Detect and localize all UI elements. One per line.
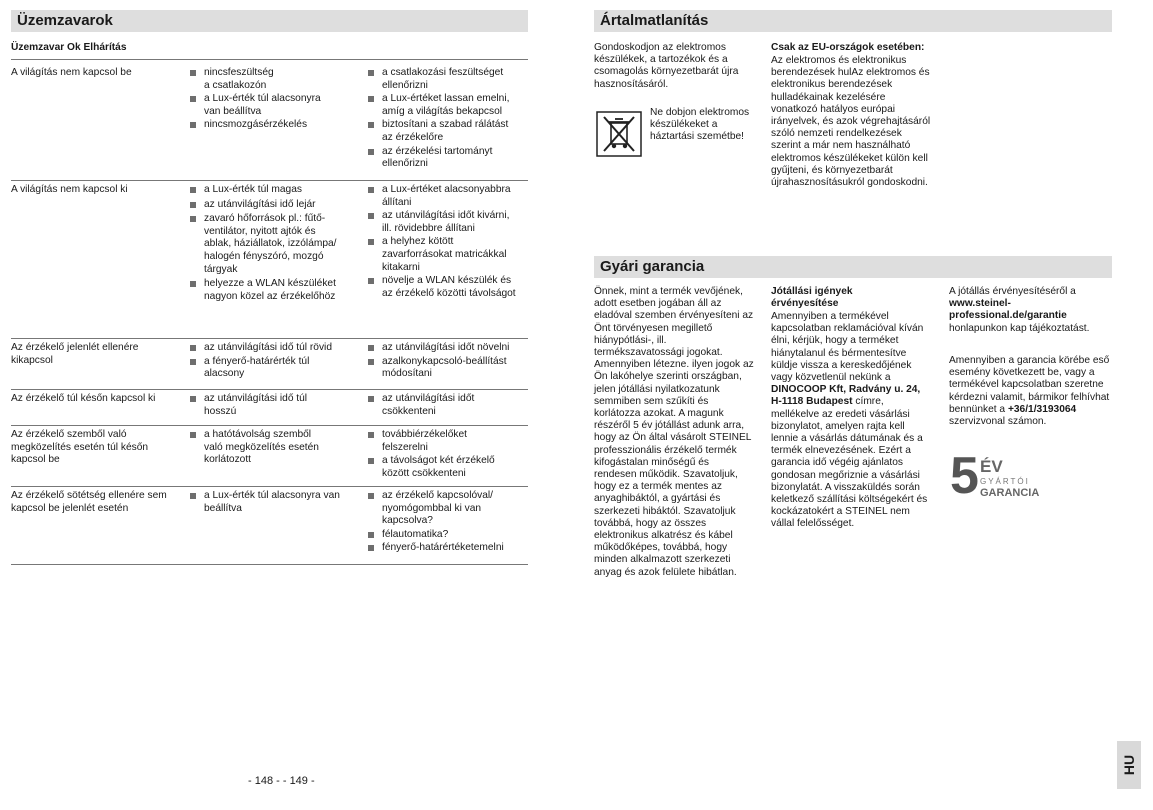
troubleshooting-column-header: Üzemzavar Ok Elhárítás <box>11 42 127 53</box>
cause-item-line: ventilátor, nyitott ajtók és <box>204 225 316 237</box>
cause-item-line: való megközelítés esetén <box>204 441 319 453</box>
row-divider <box>11 338 528 339</box>
cause-item <box>189 213 354 276</box>
remedy-item-line: a távolságot két érzékelő <box>382 455 495 467</box>
remedy-item-line: módosítani <box>382 368 432 380</box>
cause-item-line: az utánvilágítási idő lejár <box>204 198 316 210</box>
remedy-item-line: felszerelni <box>382 441 428 453</box>
cause-item-line: nagyon közel az érzékelőhöz <box>204 290 336 302</box>
remedy-item-line: amíg a világítás bekapcsol <box>382 105 503 117</box>
service-phone-number: +36/1/3193064 <box>1007 403 1077 415</box>
remedy-item-line: az utánvilágítási időt kivárni, <box>382 210 510 222</box>
remedy-item-line: kitakarni <box>382 261 420 273</box>
page-numbers: - 148 - - 149 - <box>248 775 315 787</box>
fault-description: Az érzékelő sötétség ellenére sem kapcsol be jelenlét esetén <box>11 490 167 514</box>
cause-item <box>189 393 354 418</box>
cause-item-line: zavaró hőforrások pl.: fűtő- <box>204 213 326 225</box>
remedy-item-line: állítani <box>382 196 412 208</box>
warranty-claims-part1: Amennyiben a termékével kapcsolatban reklamációval kíván élni, kérjük, hogy a terméket hiánytalanul és bérmentesítve küldje vissza a kereskedőjének vagy közvetlenül nekünk a <box>771 311 924 384</box>
cause-item <box>189 278 354 303</box>
row-divider <box>11 425 528 426</box>
row-divider <box>11 486 528 487</box>
cause-item <box>189 199 354 212</box>
causes-column <box>189 184 354 305</box>
remedy-item-line: a Lux-értéket lassan emelni, <box>382 93 510 105</box>
cause-item-line: nincsfeszültség <box>204 67 274 78</box>
warranty-info-paragraph <box>949 286 1111 335</box>
badge-number: 5 <box>950 447 979 505</box>
remedy-item <box>367 429 532 454</box>
remedy-item-line: a Lux-értéket alacsonyabbra <box>382 184 511 195</box>
remedy-item-line: az utánvilágítási időt <box>382 393 475 404</box>
cause-item-line: a Lux-érték túl magas <box>204 184 302 195</box>
remedy-item-line: ellenőrizni <box>382 79 428 91</box>
remedy-item <box>367 455 532 480</box>
remedy-item <box>367 146 532 171</box>
language-tab <box>1117 741 1141 789</box>
remedy-item-line: ellenőrizni <box>382 158 428 170</box>
remedy-item-line: zavarforrásokat matricákkal <box>382 248 507 260</box>
remedy-item <box>367 67 532 92</box>
remedies-column <box>367 490 532 556</box>
badge-ev: ÉV <box>980 457 1003 476</box>
cause-item-line: a Lux-érték túl alacsonyra <box>204 93 321 105</box>
remedy-item <box>367 542 532 555</box>
causes-column <box>189 393 354 419</box>
badge-gyartoi: GYÁRTÓI <box>980 477 1030 486</box>
row-divider <box>11 389 528 390</box>
warranty-contact-paragraph <box>949 355 1111 428</box>
disposal-icon-caption: Ne dobjon elektromos készülékeket a háztartási szemétbe! <box>650 107 750 143</box>
remedies-column <box>367 342 532 382</box>
remedy-item <box>367 236 532 274</box>
cause-item <box>189 429 354 467</box>
warranty-info-part1: A jótállás érvényesítéséről a <box>949 286 1076 297</box>
warranty-claims-text <box>771 311 931 531</box>
causes-column <box>189 67 354 133</box>
warranty-info-part2: honlapunkon kap tájékoztatást. <box>949 322 1090 334</box>
causes-column <box>189 490 354 516</box>
remedy-item <box>367 93 532 118</box>
remedy-item <box>367 356 532 381</box>
cause-item-line: helyezze a WLAN készüléket <box>204 278 336 290</box>
cause-item-line: a hatótávolság szemből <box>204 429 312 440</box>
remedy-item <box>367 342 532 355</box>
remedies-column <box>367 429 532 481</box>
causes-column <box>189 342 354 382</box>
warranty-contact-part1: Amennyiben a garancia körébe eső esemény következett be, vagy a termékével kapcsolatban szeretne kérdezni valamit, bármikor felhívhat bennünket a <box>949 355 1110 415</box>
table-bottom-rule <box>11 564 528 565</box>
cause-item-line: a fényerő-határérték túl <box>204 355 310 367</box>
cause-item-line: korlátozott <box>204 454 251 466</box>
remedy-item-line: biztosítani a szabad rálátást <box>382 119 509 131</box>
remedy-item-line: azalkonykapcsoló-beállítást <box>382 355 507 367</box>
remedy-item-line: a helyhez kötött <box>382 236 454 248</box>
fault-description: A világítás nem kapcsol be <box>11 67 132 78</box>
header-divider <box>11 59 528 60</box>
cause-item-line: az utánvilágítási idő túl <box>204 393 308 404</box>
remedy-item <box>367 275 532 300</box>
cause-item <box>189 356 354 381</box>
cause-item-line: tárgyak <box>204 263 238 275</box>
disposal-intro: Gondoskodjon az elektromos készülékek, a tartozékok és a csomagolás környezetbarát újra hasznosításáról. <box>594 42 739 90</box>
eu-title: Csak az EU-országok esetében: <box>771 42 925 53</box>
remedy-item-line: között csökkenteni <box>382 467 466 479</box>
remedy-item-line: az érzékelőre <box>382 131 444 143</box>
fault-description: Az érzékelő túl későn kapcsol ki <box>11 393 156 404</box>
cause-item-line: van beállítva <box>204 105 262 117</box>
cause-item-line: beállítva <box>204 502 242 514</box>
warranty-header: Gyári garancia <box>594 256 1112 278</box>
remedy-item <box>367 184 532 209</box>
language-tab-label: HU <box>1121 754 1137 776</box>
warranty-claims-title: Jótállási igények érvényesítése <box>771 286 853 310</box>
warranty-contact-part2: szervizvonal számon. <box>949 416 1047 428</box>
remedy-item-line: növelje a WLAN készülék és <box>382 275 512 287</box>
warranty-claims-part2: címre, mellékelve az eredeti vásárlási bizonylatot, amelyen rajta kell lennie a vásárlás dátumának és a termék elnevezésének. Ezért a garancia idő végéig ajánlatos gondosan megőriznie a vásárlási bizonylatát. A visszaküldés során keletkező szállítási költségekért és kockázatokért a STEINEL nem vállal felelősséget. <box>771 396 928 530</box>
disposal-header: Ártalmatlanítás <box>594 10 1112 32</box>
remedies-column <box>367 393 532 419</box>
cause-item <box>189 67 354 92</box>
remedy-item <box>367 393 532 418</box>
remedy-item-line: továbbiérzékelőket <box>382 429 467 440</box>
remedy-item-line: az érzékelő közötti távolságot <box>382 287 516 299</box>
remedy-item-line: nyomógombbal ki van <box>382 502 482 514</box>
eu-text: Az elektromos és elektronikus berendezések hulAz elektromos és elektronikus berendezések hulladékainak kezelésére vonatkozó hatályos európai irányelvek, és azok végrehajtásáról szóló nemzeti rendelkezések szerint a már nem használható elektromos készülékeket külön kell gyűjteni, és környezetbarát újrahasznosításukról gondoskodni. <box>771 55 931 189</box>
remedy-item <box>367 529 532 542</box>
remedies-column <box>367 67 532 172</box>
fault-description: Az érzékelő jelenlét ellenére kikapcsol <box>11 342 139 366</box>
remedy-item-line: fényerő-határértéketemelni <box>382 542 504 554</box>
warranty-url-link[interactable]: www.steinel-professional.de/garantie <box>949 298 1067 322</box>
troubleshooting-header: Üzemzavarok <box>11 10 528 32</box>
cause-item-line: ablak, háziállatok, izzólámpa/ <box>204 238 337 250</box>
remedy-item-line: az érzékelő kapcsolóval/ <box>382 490 493 501</box>
crossed-out-wheelie-bin-icon <box>596 111 642 157</box>
cause-item-line: alacsony <box>204 368 245 380</box>
row-divider <box>11 180 528 181</box>
service-address: DINOCOOP Kft, Radvány u. 24, H-1118 Budapest <box>771 384 921 408</box>
remedy-item-line: csökkenteni <box>382 405 436 417</box>
causes-column <box>189 429 354 468</box>
cause-item <box>189 342 354 355</box>
remedy-item-line: az érzékelési tartományt <box>382 145 493 157</box>
fault-description: A világítás nem kapcsol ki <box>11 184 128 195</box>
badge-garancia: GARANCIA <box>980 487 1040 499</box>
remedy-item-line: az utánvilágítási időt növelni <box>382 342 510 353</box>
fault-description: Az érzékelő szemből való megközelítés esetén túl későn kapcsol be <box>11 429 149 466</box>
remedy-item-line: kapcsolva? <box>382 515 433 527</box>
remedy-item <box>367 210 532 235</box>
warranty-column-1: Önnek, mint a termék vevőjének, adott esetben jogában áll az eladóval szemben érvényesíteni az Önt törvényesen megillető hiánypótlási-, ill. termékszavatossági jogokat. Amennyiben létezne. ilyen jogok az Ön lakóhelye szerinti országban, jelen jótállási nyilatkozatunk semmiben sem szűkíti és korlátozza azokat. A magunk részéről 5 év jótállást adunk arra, hogy az Ön által vásárolt STEINEL professzionális érzékelő termék kifogástalan minőségű és rendesen működik. Szavatoljuk, hogy ez a termék mentes az anyaghibáktól, a gyártási és szerkezeti hibáktól. Szavatoljuk továbbá, hogy az összes elektronikus alkatrész és kábel működőképes, továbbá, hogy minden alkalmazott szerkezeti anyag és azok felülete hibátlan. <box>594 286 754 578</box>
cause-item-line: a csatlakozón <box>204 79 267 91</box>
cause-item <box>189 93 354 118</box>
cause-item-line: nincsmozgásérzékelés <box>204 119 308 131</box>
cause-item-line: hosszú <box>204 405 237 417</box>
remedy-item-line: félautomatika? <box>382 528 449 540</box>
remedy-item <box>367 490 532 528</box>
remedy-item-line: ill. rövidebbre állítani <box>382 222 475 234</box>
cause-item <box>189 184 354 197</box>
cause-item-line: halogén fényszóró, mozgó <box>204 250 324 262</box>
cause-item <box>189 119 354 132</box>
cause-item <box>189 490 354 515</box>
cause-item-line: az utánvilágítási idő túl rövid <box>204 342 332 353</box>
remedies-column <box>367 184 532 301</box>
cause-item-line: a Lux-érték túl alacsonyra van <box>204 490 340 501</box>
remedy-item-line: a csatlakozási feszültséget <box>382 67 504 78</box>
remedy-item <box>367 119 532 144</box>
five-year-warranty-badge-icon <box>950 447 1040 505</box>
